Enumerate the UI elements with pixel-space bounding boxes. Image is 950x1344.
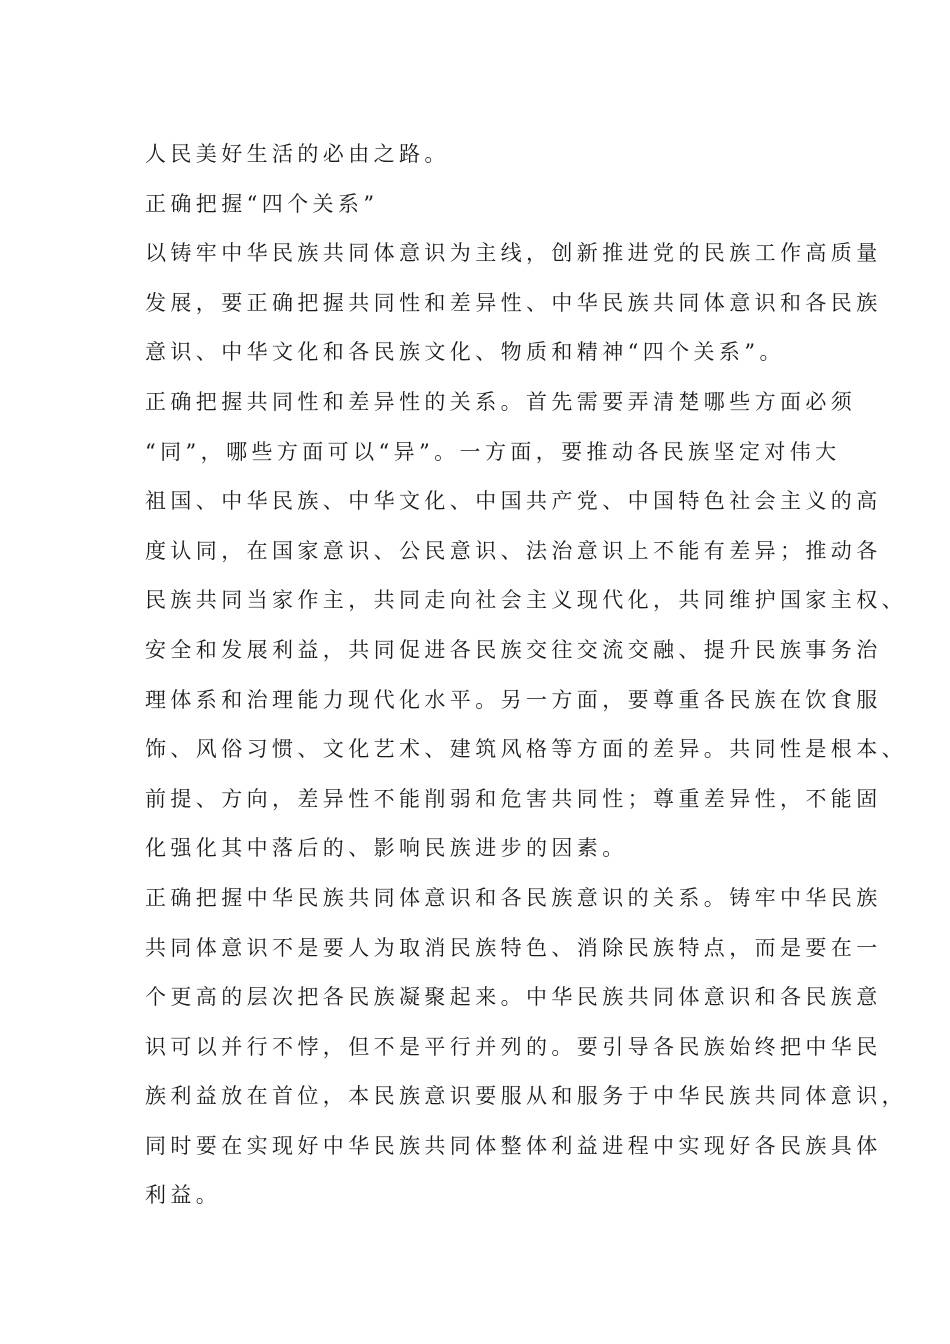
text-line-22: 利益。 [145,1183,222,1208]
text-line-4: 发展，要正确把握共同性和差异性、中华民族共同体意识和各民族 [145,290,882,315]
text-line-10: 民族共同当家作主，共同走向社会主义现代化，共同维护国家主权、 [145,588,907,613]
text-line-21: 同时要在实现好中华民族共同体整体利益进程中实现好各民族具体 [145,1133,882,1158]
text-line-11: 安全和发展利益，共同促进各民族交往交流交融、提升民族事务治 [145,637,882,662]
document-body [145,130,907,1221]
text-line-8: 祖国、中华民族、中华文化、中国共产党、中国特色社会主义的高 [145,489,882,514]
text-line-3: 以铸牢中华民族共同体意识为主线，创新推进党的民族工作高质量 [145,241,882,266]
text-line-5: 意识、中华文化和各民族文化、物质和精神“四个关系”。 [145,340,785,365]
section-heading: 正确把握“四个关系” [145,191,379,216]
text-line-14: 前提、方向，差异性不能削弱和危害共同性；尊重差异性，不能固 [145,786,882,811]
text-line-17: 共同体意识不是要人为取消民族特色、消除民族特点，而是要在一 [145,935,882,960]
text-line-6: 正确把握共同性和差异性的关系。首先需要弄清楚哪些方面必须 [145,389,857,414]
text-line-7: “同”，哪些方面可以“异”。一方面，要推动各民族坚定对伟大 [145,439,841,464]
text-line-19: 识可以并行不悖，但不是平行并列的。要引导各民族始终把中华民 [145,1034,882,1059]
text-line-15: 化强化其中落后的、影响民族进步的因素。 [145,836,628,861]
text-line-16: 正确把握中华民族共同体意识和各民族意识的关系。铸牢中华民族 [145,885,882,910]
text-line-13: 饰、风俗习惯、文化艺术、建筑风格等方面的差异。共同性是根本、 [145,737,907,762]
text-line-12: 理体系和治理能力现代化水平。另一方面，要尊重各民族在饮食服 [145,687,882,712]
text-line-18: 个更高的层次把各民族凝聚起来。中华民族共同体意识和各民族意 [145,985,882,1010]
text-line-9: 度认同，在国家意识、公民意识、法治意识上不能有差异；推动各 [145,538,882,563]
text-line-20: 族利益放在首位，本民族意识要服从和服务于中华民族共同体意识， [145,1084,907,1109]
text-line-1: 人民美好生活的必由之路。 [145,142,450,166]
